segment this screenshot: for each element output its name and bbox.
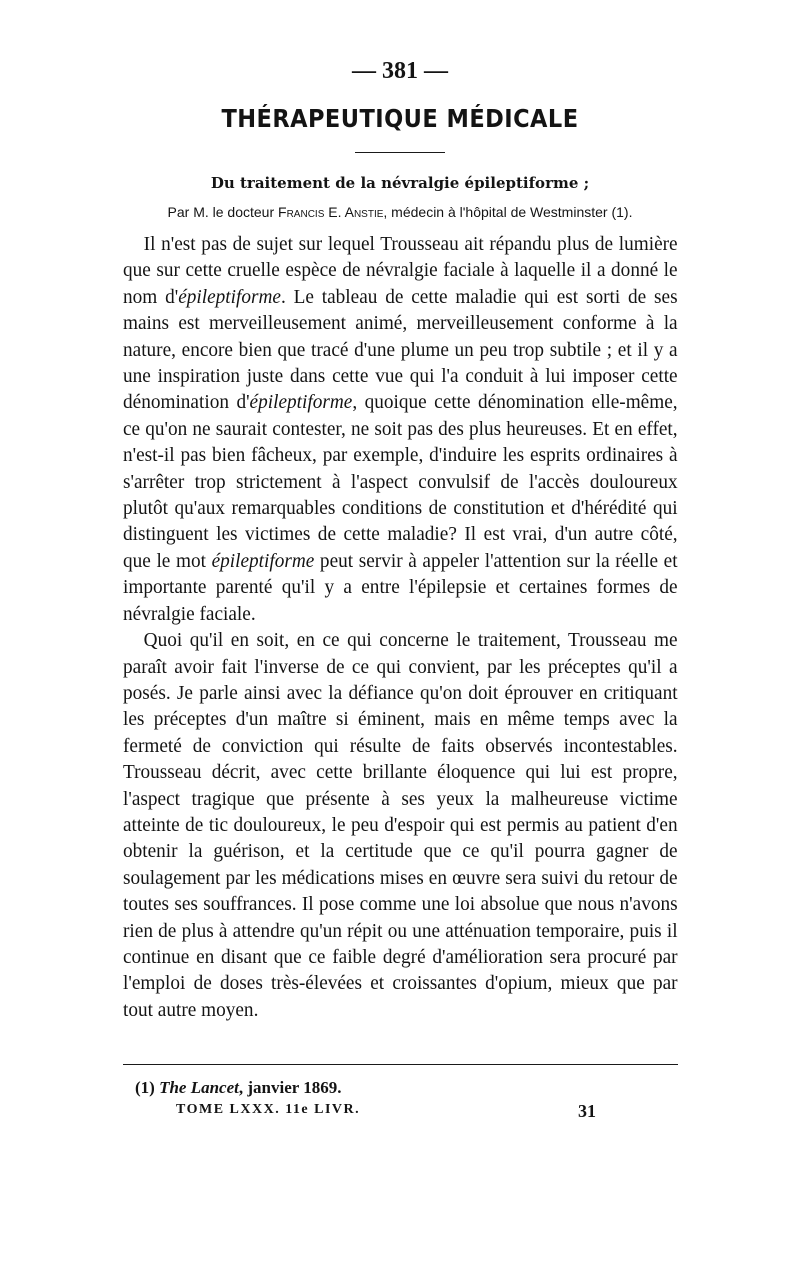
p1-text-c: . Le tableau de cette maladie qui est sorti de ses mains est merveilleusement animé, merveilleusement conforme à la nature, encore bien que tracé d'une plume un peu trop subtile ; et il y a une inspiration juste dans cette vue qui l'a conduit à lui imposer cette dénomination d': [123, 285, 678, 414]
footnote-journal: The Lancet: [159, 1078, 239, 1097]
p1-italic-term-1: épileptiforme: [178, 285, 281, 308]
article-title: Du traitement de la névralgie épileptiforme ;: [210, 174, 590, 192]
p1-text-e: , quoique cette dénomination elle-même, ce qu'on ne saurait contester, ne soit pas des plus heureuses. Et en effet, n'est-il pas bien fâcheux, par exemple, d'induire les esprits ordinaires à s'arrêter trop strictement à l'aspect convulsif de l'accès douloureux plutôt qu'aux remarquables conditions de constitution et d'hérédité qui distinguent les victimes de cette maladie? Il est vrai, d'un autre côté, que le mot: [123, 391, 678, 572]
author-prefix: Par M. le docteur: [167, 204, 279, 220]
p1-italic-term-3: épileptiforme: [211, 549, 315, 572]
footnote-date: , janvier 1869.: [238, 1078, 342, 1097]
footnote-marker: (1): [135, 1078, 160, 1097]
title-divider: [355, 152, 445, 153]
author-suffix: , médecin à l'hôpital de Westminster (1).: [383, 204, 633, 220]
author-name: Francis E. Anstie: [278, 204, 384, 220]
footnote-divider: [123, 1064, 678, 1065]
p1-text-g: peut servir à appeler l'attention sur la réelle et importante parenté qu'il y a entre l'épilepsie et certaines formes de névralgie faciale.: [123, 549, 678, 625]
page-number: — 381 —: [352, 58, 448, 84]
author-line: [0, 204, 800, 220]
footnote: [135, 1078, 342, 1098]
section-title: THÉRAPEUTIQUE MÉDICALE: [221, 104, 579, 133]
paragraph-1: [123, 231, 678, 627]
printer-signature: TOME LXXX. 11e LIVR.: [176, 1102, 361, 1117]
paragraph-2: Quoi qu'il en soit, en ce qui concerne le traitement, Trousseau me paraît avoir fait l'inverse de ce qui convient, par les préceptes qu'il a posés. Je parle ainsi avec la défiance qu'on doit éprouver en critiquant les préceptes d'un maître si éminent, mais en même temps avec la fermeté de conviction qui résulte de faits observés incontestables. Trousseau décrit, avec cette brillante éloquence qui lui est propre, l'aspect tragique que présente à ses yeux la malheureuse victime atteinte de tic douloureux, le peu d'espoir qui est permis au patient d'en obtenir la guérison, et la certitude que ce qu'il pourra gagner de soulagement par les médications mises en œuvre sera suivi du retour de toutes ses souffrances. Il pose comme une loi absolue que nous n'avons rien de plus à attendre qu'un répit ou une atténuation temporaire, puis il continue en disant que ce faible degré d'amélioration sera procuré par l'emploi de doses très-élevées et croissantes d'opium, mieux que par tout autre moyen.: [123, 629, 678, 1021]
signature-number: 31: [578, 1101, 596, 1121]
p1-italic-term-2: épileptiforme: [249, 391, 353, 414]
article-body: [123, 231, 678, 1023]
p1-text-a: Il n'est pas de sujet sur lequel Trousseau ait répandu plus de lumière que sur cette cruelle espèce de névralgie faciale à laquelle il a donné le nom d': [123, 233, 678, 308]
